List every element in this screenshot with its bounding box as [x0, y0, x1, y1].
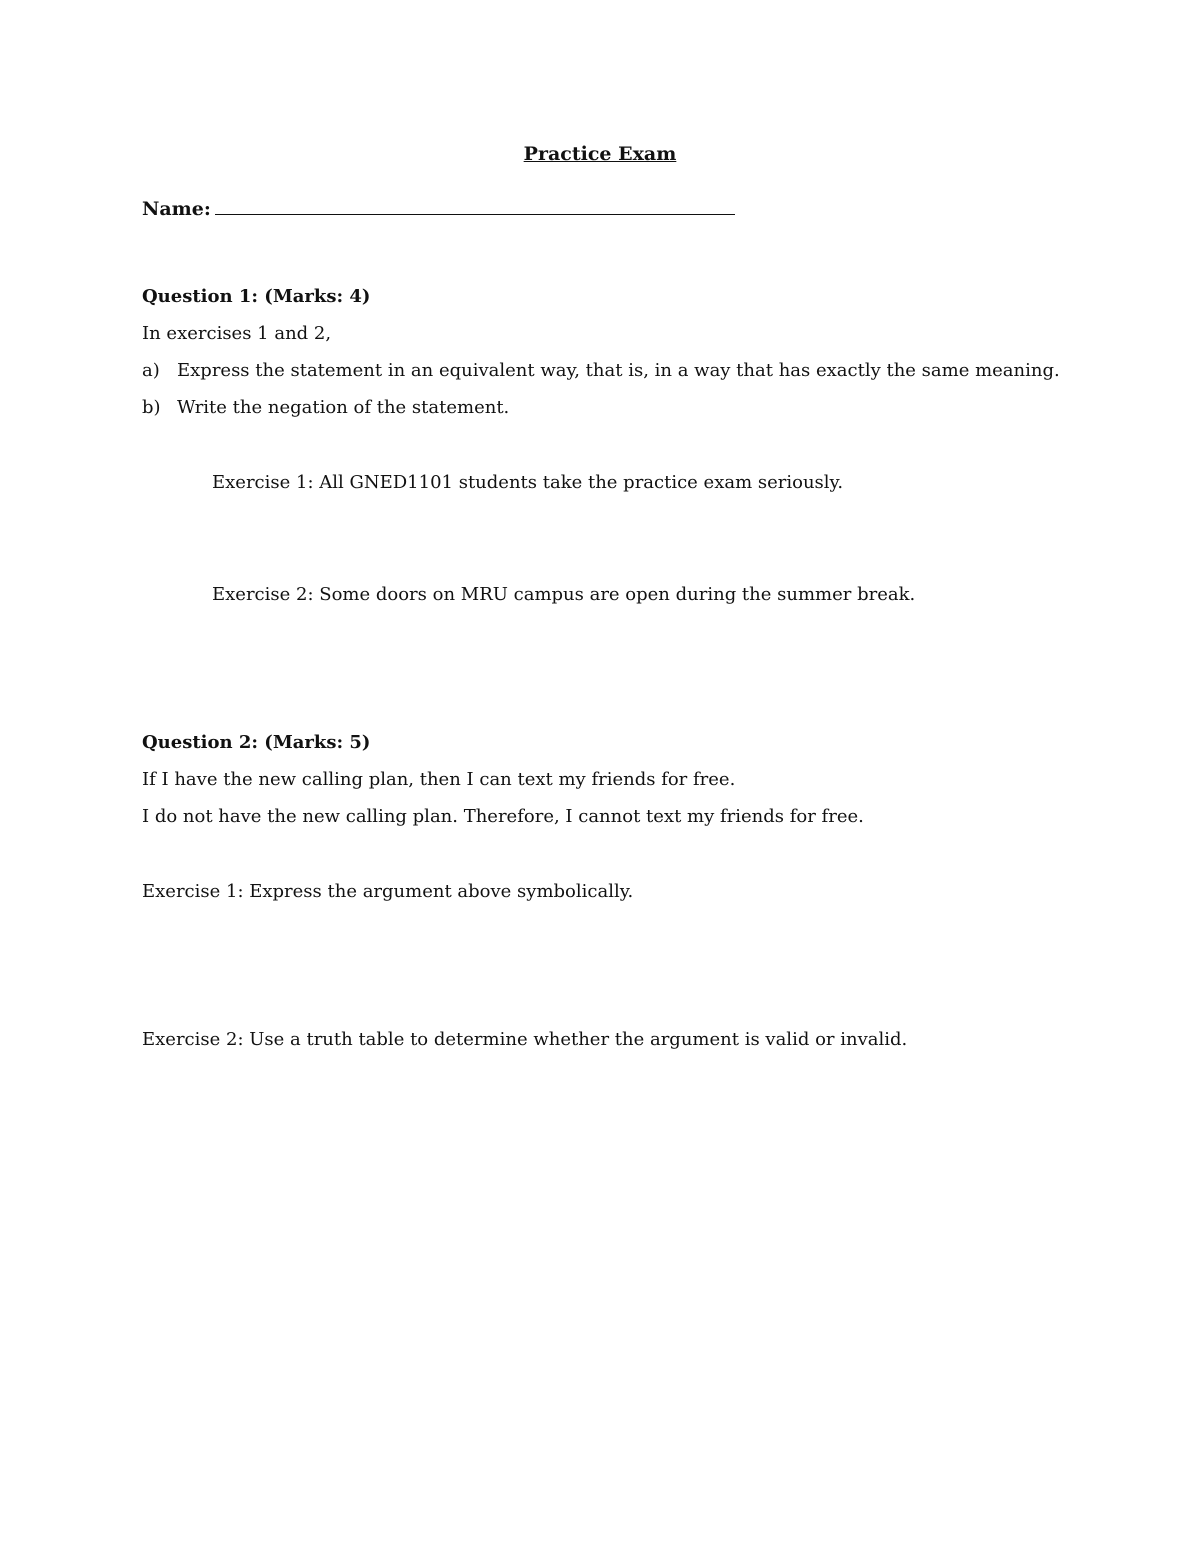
question-2-premise-2: I do not have the new calling plan. Therefore, I cannot text my friends for free. [142, 806, 864, 827]
list-item-text: Write the negation of the statement. [177, 397, 510, 418]
page-title: Practice Exam [523, 143, 677, 165]
question-2-heading: Question 2: (Marks: 5) [142, 732, 371, 753]
name-blank-line [215, 198, 735, 215]
name-field [142, 197, 735, 221]
question-1-exercise-1: Exercise 1: All GNED1101 students take the practice exam seriously. [212, 472, 844, 493]
question-2-exercise-2: Exercise 2: Use a truth table to determine whether the argument is valid or invalid. [142, 1029, 908, 1050]
question-1-heading: Question 1: (Marks: 4) [142, 286, 371, 307]
list-item-label: a) [142, 360, 160, 381]
question-1-exercise-2: Exercise 2: Some doors on MRU campus are open during the summer break. [212, 584, 916, 605]
question-2-exercise-1: Exercise 1: Express the argument above symbolically. [142, 881, 634, 902]
list-item-text: Express the statement in an equivalent way, that is, in a way that has exactly the same meaning. [177, 360, 1060, 381]
list-item-label: b) [142, 397, 161, 418]
question-1-intro: In exercises 1 and 2, [142, 323, 332, 344]
question-2-premise-1: If I have the new calling plan, then I can text my friends for free. [142, 769, 736, 790]
name-label: Name: [142, 198, 211, 220]
